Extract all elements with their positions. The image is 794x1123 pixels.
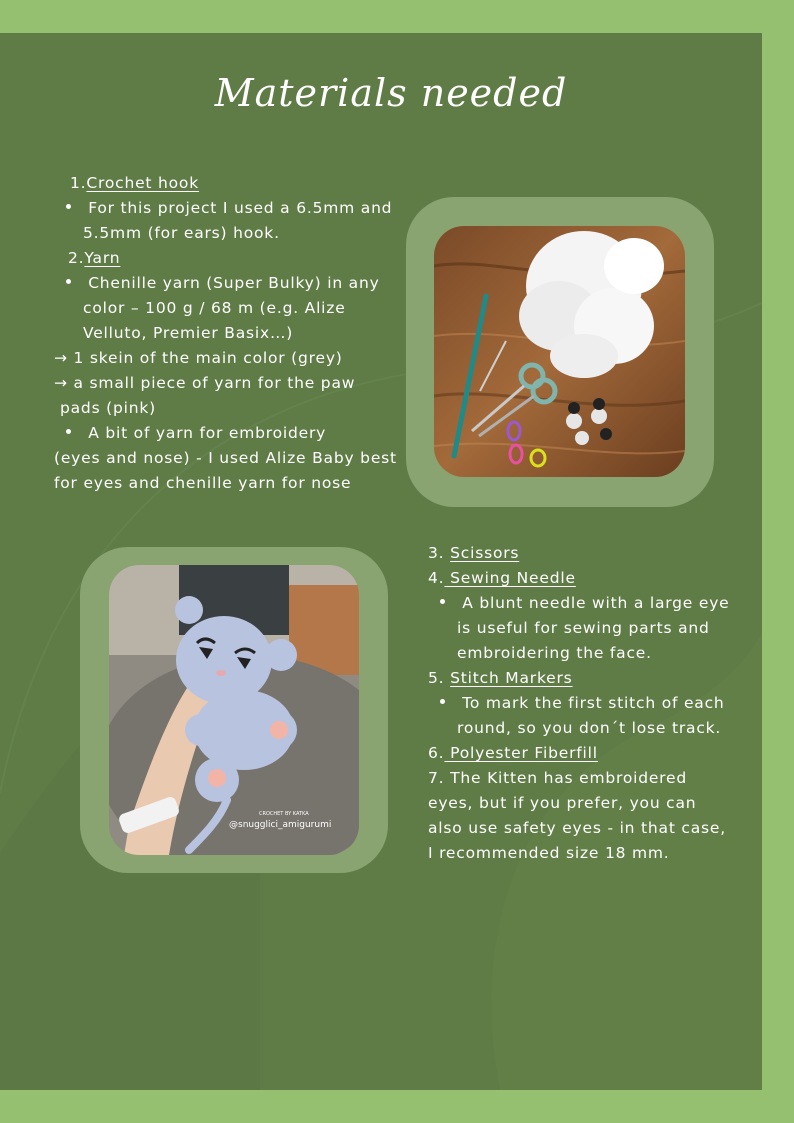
- kitten-eyes-note-2: eyes, but if you prefer, you can: [428, 794, 697, 812]
- materials-illustration: [434, 226, 685, 477]
- embroidery-cont-2: for eyes and chenille yarn for nose: [54, 474, 352, 492]
- yarn-heading: Yarn: [84, 249, 121, 267]
- page-title: Materials needed: [214, 71, 568, 115]
- watermark-brand: CROCHET BY KATKA: [259, 811, 309, 817]
- kitten-eyes-note-4: I recommended size 18 mm.: [428, 844, 670, 862]
- materials-photo: [434, 226, 685, 477]
- list-item-yarn: 2.Yarn: [68, 249, 121, 267]
- bullet-icon: [440, 599, 445, 604]
- yarn-bullet-cont-1: color – 100 g / 68 m (e.g. Alize: [83, 299, 346, 317]
- sewing-needle-heading: Sewing Needle: [444, 569, 576, 587]
- crochet-hook-bullet: For this project I used a 6.5mm and: [66, 196, 392, 221]
- crochet-hook-heading: Crochet hook: [86, 174, 199, 192]
- main-color-note: → 1 skein of the main color (grey): [54, 349, 343, 367]
- list-item-scissors: 3. Scissors: [428, 544, 520, 562]
- embroidery-bullet: A bit of yarn for embroidery: [66, 421, 326, 446]
- bullet-icon: [66, 279, 71, 284]
- stitch-markers-heading: Stitch Markers: [450, 669, 573, 687]
- bullet-icon: [66, 204, 71, 209]
- sewing-needle-bullet: A blunt needle with a large eye: [440, 591, 730, 616]
- fiberfill-heading: Polyester Fiberfill: [444, 744, 598, 762]
- yarn-bullet-cont-2: Velluto, Premier Basix…): [83, 324, 294, 342]
- yarn-bullet: Chenille yarn (Super Bulky) in any: [66, 271, 380, 296]
- kitten-photo: [109, 565, 359, 855]
- stitch-markers-cont: round, so you don´t lose track.: [457, 719, 722, 737]
- kitten-eyes-note-1: 7. The Kitten has embroidered: [428, 769, 687, 787]
- crochet-hook-bullet-cont: 5.5mm (for ears) hook.: [83, 224, 280, 242]
- watermark-handle: @snugglici_amigurumi: [229, 820, 332, 830]
- stitch-markers-bullet: To mark the first stitch of each: [440, 691, 725, 716]
- bullet-icon: [66, 429, 71, 434]
- sewing-needle-cont-2: embroidering the face.: [457, 644, 652, 662]
- list-item-stitch-markers: 5. Stitch Markers: [428, 669, 573, 687]
- embroidery-cont-1: (eyes and nose) - I used Alize Baby best: [54, 449, 397, 467]
- paw-pads-note: → a small piece of yarn for the paw: [54, 374, 356, 392]
- page-panel: [0, 33, 762, 1090]
- list-item-sewing-needle: 4. Sewing Needle: [428, 569, 576, 587]
- bullet-icon: [440, 699, 445, 704]
- paw-pads-note-cont: pads (pink): [60, 399, 157, 417]
- list-item-fiberfill: 6. Polyester Fiberfill: [428, 744, 598, 762]
- kitten-eyes-note-3: also use safety eyes - in that case,: [428, 819, 726, 837]
- sewing-needle-cont-1: is useful for sewing parts and: [457, 619, 710, 637]
- scissors-heading: Scissors: [450, 544, 520, 562]
- list-item-crochet-hook: 1.Crochet hook: [70, 174, 199, 192]
- kitten-illustration: [109, 565, 359, 855]
